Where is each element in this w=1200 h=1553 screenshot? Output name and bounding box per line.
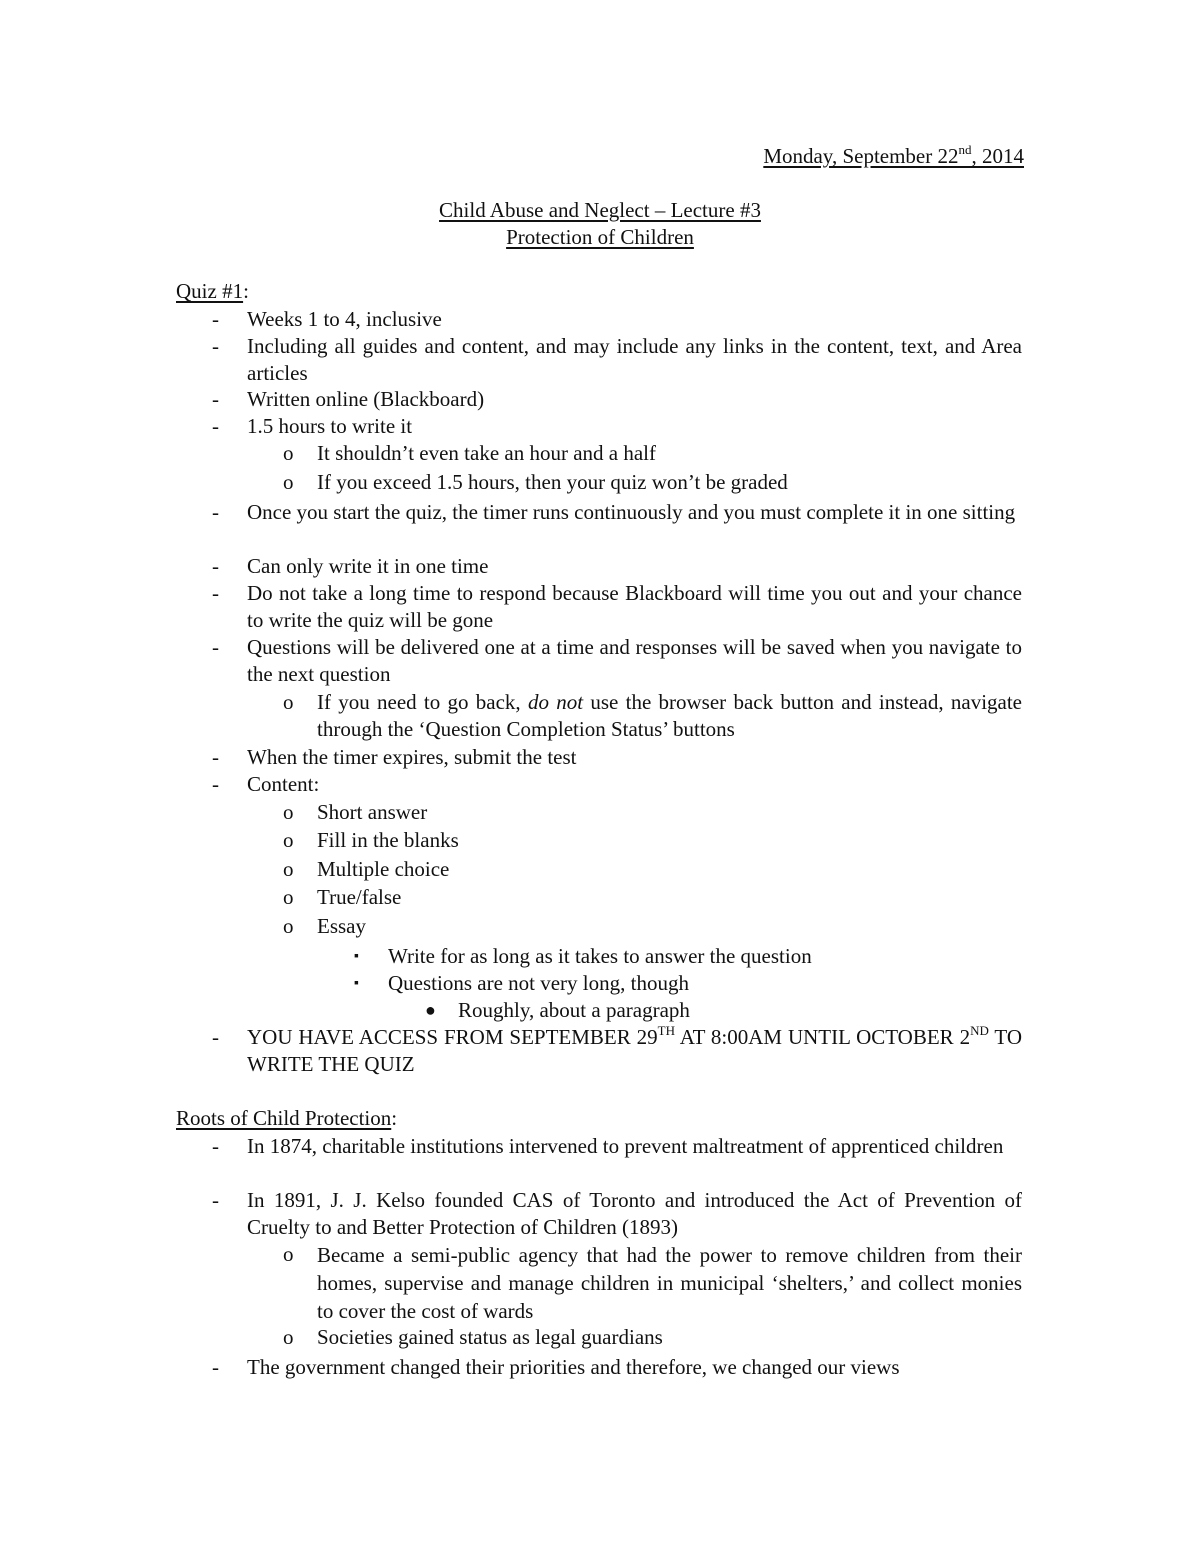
document-title: Child Abuse and Neglect – Lecture #3 bbox=[439, 198, 761, 222]
document-subtitle: Protection of Children bbox=[506, 225, 694, 249]
dash-bullet: - bbox=[212, 334, 219, 358]
dash-bullet: - bbox=[212, 1025, 219, 1049]
circle-bullet: o bbox=[283, 1325, 294, 1349]
square-bullet: ▪ bbox=[354, 976, 359, 991]
dash-bullet: - bbox=[212, 387, 219, 411]
circle-bullet: o bbox=[283, 690, 294, 714]
circle-bullet: o bbox=[283, 914, 294, 938]
dash-bullet: - bbox=[212, 745, 219, 769]
roots-heading: Roots of Child Protection: bbox=[176, 1106, 398, 1130]
circle-bullet: o bbox=[283, 1242, 294, 1266]
dash-bullet: - bbox=[212, 635, 219, 659]
dash-bullet: - bbox=[212, 1355, 219, 1379]
quiz-heading: Quiz #1: bbox=[176, 279, 249, 303]
dash-bullet: - bbox=[212, 772, 219, 796]
circle-bullet: o bbox=[283, 800, 294, 824]
circle-bullet: o bbox=[283, 441, 294, 465]
circle-bullet: o bbox=[283, 857, 294, 881]
dash-bullet: - bbox=[212, 1188, 219, 1212]
dash-bullet: - bbox=[212, 554, 219, 578]
dash-bullet: - bbox=[212, 581, 219, 605]
circle-bullet: o bbox=[283, 828, 294, 852]
document-page: Monday, September 22nd, 2014 Child Abuse and Neglect – Lecture #3 Protection of Children Quiz #1: - Weeks 1 to 4, inclusive - Including all guides and content, and may include any links in the content, text, and Area articles - Written online (Blackboard) - 1.5 hours to write it o It shouldn’t even take an hour and a half o If you exceed 1.5 hours, then your quiz won’t be graded - Once you start the quiz, the timer runs continuously and you must complete it in one sitting - Can only write it in one time - Do not take a long time to respond because Blackboard will time you out and your chance to write the quiz will be gone - Questions will be delivered one at a time and responses will be saved when you navigate to the next question o If you need to go back, do not use the browser back button and instead, navigate through the ‘Question Completion Status’ buttons - When the timer expires, submit the test - Content: o Short answer o Fill in the blanks o Multiple choice o True/false o Essay ▪ Write for as long as it takes to answer the question ▪ Questions are not very long, though ● Roughly, about a paragraph - YOU HAVE ACCESS FROM SEPTEMBER 29TH AT 8:00AM UNTIL OCTOBER 2ND TO WRITE THE QUIZ Roots of Child Protection: - In 1874, charitable institutions intervened to prevent maltreatment of apprenticed children - In 1891, J. J. Kelso founded CAS of Toronto and introduced the Act of Prevention of Cruelty to and Better Protection of Children (1893) o Became a semi-public agency that had the power to remove children from their homes, supervise and manage children in municipal ‘shelters,’ and collect monies to cover the cost of wards o Societies gained status as legal guardians - The government changed their priorities and therefore, we changed our views bbox=[0, 0, 1200, 1553]
circle-bullet: o bbox=[283, 885, 294, 909]
square-bullet: ▪ bbox=[354, 949, 359, 964]
dash-bullet: - bbox=[212, 500, 219, 524]
emphasis-do-not: do not bbox=[527, 690, 584, 714]
dash-bullet: - bbox=[212, 1134, 219, 1158]
dash-bullet: - bbox=[212, 414, 219, 438]
circle-bullet: o bbox=[283, 470, 294, 494]
lecture-date: Monday, September 22nd, 2014 bbox=[763, 142, 1024, 168]
dot-bullet: ● bbox=[425, 1000, 436, 1020]
dash-bullet: - bbox=[212, 307, 219, 331]
